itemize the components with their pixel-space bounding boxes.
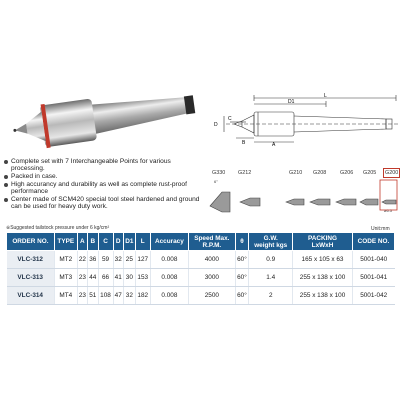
dim-label-d1: D1: [288, 99, 295, 105]
cell-d1: 32: [123, 287, 135, 305]
cell-d: 41: [113, 269, 123, 287]
cell-speed: 3000: [189, 269, 236, 287]
cell-l: 153: [135, 269, 150, 287]
highlight-box: [380, 180, 397, 210]
live-center-photo: [10, 62, 210, 167]
cell-c: 59: [98, 251, 113, 269]
interchangeable-points: [208, 170, 398, 230]
cell-d1: 25: [123, 251, 135, 269]
cell-code: 5001-042: [352, 287, 394, 305]
cell-b: 44: [88, 269, 98, 287]
cell-packing: 255 x 138 x 100: [293, 269, 353, 287]
cell-packing: 165 x 105 x 63: [293, 251, 353, 269]
cell-gw: 0.9: [249, 251, 293, 269]
cell-order: VLC-313: [7, 269, 55, 287]
column-header-order: ORDER NO.: [7, 233, 55, 251]
cell-packing: 255 x 138 x 100: [293, 287, 353, 305]
table-row: [7, 251, 395, 269]
cell-type: MT4: [54, 287, 77, 305]
point-code: G208: [313, 170, 327, 176]
cell-a: 22: [77, 251, 87, 269]
spec-table: [6, 232, 395, 305]
cell-type: MT3: [54, 269, 77, 287]
column-header-packing: PACKING LxWxH: [293, 233, 353, 251]
column-header-a: A: [77, 233, 87, 251]
cell-theta: 60°: [235, 251, 249, 269]
column-header-d: D: [113, 233, 123, 251]
column-header-theta: θ: [235, 233, 249, 251]
cell-c: 66: [98, 269, 113, 287]
cell-l: 127: [135, 251, 150, 269]
dim-label-d: D: [214, 122, 218, 128]
point-angle: 6°: [214, 179, 218, 184]
unit-label: Unit:mm: [371, 226, 390, 232]
cell-d: 47: [113, 287, 123, 305]
list-item: High accurancy and durability as well as complete rust-proof performance: [3, 181, 203, 196]
cell-a: 23: [77, 269, 87, 287]
cell-b: 51: [88, 287, 98, 305]
cell-code: 5001-041: [352, 269, 394, 287]
table-body: [7, 251, 395, 305]
dim-label-a: A: [272, 142, 276, 146]
column-header-gw: G.W. weight kgs: [249, 233, 293, 251]
bullet-icon: [4, 198, 8, 202]
features-list: [3, 158, 203, 211]
bullet-icon: [4, 183, 8, 187]
point-code: G210: [289, 170, 303, 176]
cell-order: VLC-314: [7, 287, 55, 305]
cell-l: 182: [135, 287, 150, 305]
cell-speed: 2500: [189, 287, 236, 305]
column-header-code: CODE NO.: [352, 233, 394, 251]
cell-accuracy: 0.008: [150, 287, 188, 305]
list-item: Complete set with 7 Interchangeable Points for various processing.: [3, 158, 203, 173]
column-header-accuracy: Accuracy: [150, 233, 188, 251]
cell-theta: 60°: [235, 287, 249, 305]
cell-order: VLC-312: [7, 251, 55, 269]
column-header-type: TYPE: [54, 233, 77, 251]
cell-a: 23: [77, 287, 87, 305]
point-diameter: ø6.5: [384, 208, 393, 213]
cell-theta: 60°: [235, 269, 249, 287]
cell-gw: 2: [249, 287, 293, 305]
table-header-row: [7, 233, 395, 251]
cell-accuracy: 0.008: [150, 251, 188, 269]
cell-speed: 4000: [189, 251, 236, 269]
column-header-b: B: [88, 233, 98, 251]
cell-c: 108: [98, 287, 113, 305]
column-header-l: L: [135, 233, 150, 251]
list-item: Center made of SCM420 special tool steel hardened and ground can be used for heavy duty work.: [3, 196, 203, 211]
list-item: Packed in case.: [3, 173, 203, 180]
column-header-c: C: [98, 233, 113, 251]
cell-b: 36: [88, 251, 98, 269]
column-header-speed: Speed Max. R.P.M.: [189, 233, 236, 251]
point-code: G212: [238, 170, 252, 176]
bullet-icon: [4, 160, 8, 164]
point-code-highlighted: G200: [385, 170, 399, 176]
pressure-note: ※Suggested tailstock pressure under 6 kg/cm²: [6, 225, 110, 231]
cell-d1: 30: [123, 269, 135, 287]
cell-code: 5001-040: [352, 251, 394, 269]
cell-type: MT2: [54, 251, 77, 269]
technical-drawing: [206, 92, 398, 146]
bullet-icon: [4, 175, 8, 179]
dim-label-b: B: [242, 140, 246, 146]
table-row: [7, 269, 395, 287]
column-header-d1: D1: [123, 233, 135, 251]
point-code: G330: [212, 170, 226, 176]
point-code: G205: [363, 170, 377, 176]
point-code: G206: [340, 170, 354, 176]
table-row: [7, 287, 395, 305]
dim-label-c: C: [228, 116, 232, 122]
cell-gw: 1.4: [249, 269, 293, 287]
cell-d: 32: [113, 251, 123, 269]
cell-accuracy: 0.008: [150, 269, 188, 287]
dim-label-l: L: [324, 93, 327, 99]
point-drawings: [208, 178, 398, 218]
